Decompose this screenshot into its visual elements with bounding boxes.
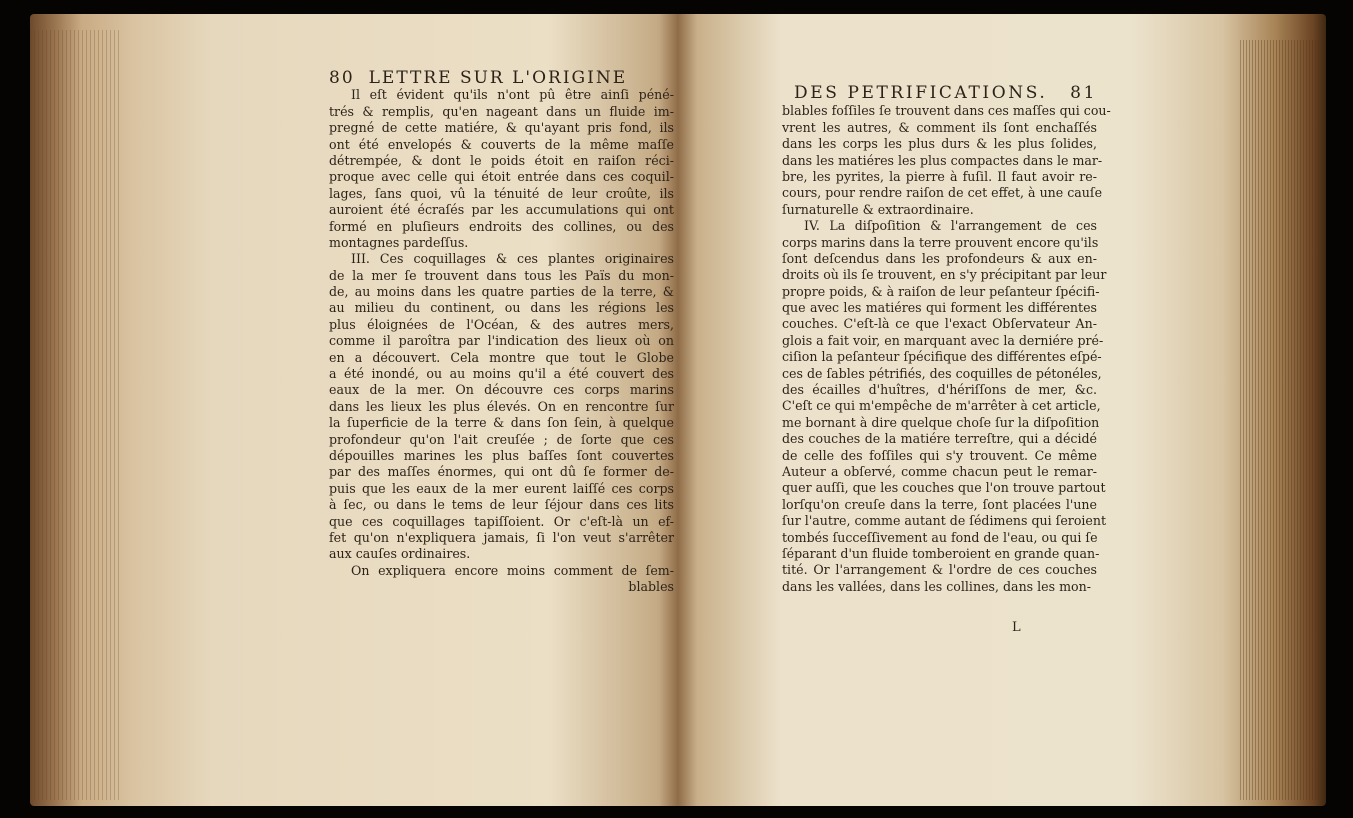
text-line: blables foſſiles ſe trouvent dans ces maſſes qui cou- [782, 103, 1111, 119]
text-line: bre, les pyrites, la pierre à fuſil. Il faut avoir re- [782, 168, 1097, 184]
right-page [782, 83, 1111, 595]
text-line: a été inondé, ou au moins qu'il a été couvert des [329, 366, 674, 382]
text-line: de, au moins dans les quatre parties de la terre, & [329, 284, 674, 300]
text-line: IV. La diſpoſition & l'arrangement de ces [804, 218, 1097, 234]
left-page [329, 70, 674, 596]
text-line: ont été envelopés & couverts de la même maſſe [329, 136, 674, 152]
text-line: par des maſſes énormes, qui ont dû ſe former de- [329, 464, 674, 480]
text-line: plus éloignées de l'Océan, & des autres mers, [329, 316, 674, 332]
text-line: ſur l'autre, comme autant de ſédimens qui ſeroient [782, 513, 1107, 529]
text-line: de la mer ſe trouvent dans tous les Païs du mon- [329, 267, 674, 283]
text-line: des écailles d'huîtres, d'hériſſons de mer, &c. [782, 382, 1097, 398]
text-line: pregné de cette matiére, & qu'ayant pris fond, ils [329, 120, 674, 136]
text-line: C'eſt ce qui m'empêche de m'arrêter à cet article, [782, 398, 1101, 414]
text-line: ſont deſcendus dans les profondeurs & aux en- [782, 250, 1097, 266]
text-line: ces de ſables pétrifiés, des coquilles de pétonéles, [782, 365, 1102, 381]
text-line: proque avec celle qui étoit entrée dans ces coquil- [329, 169, 674, 185]
text-line: montagnes pardeſſus. [329, 234, 469, 250]
text-line: III. Ces coquillages & ces plantes originaires [351, 251, 674, 267]
text-line: comme il paroîtra par l'indication des lieux où on [329, 333, 674, 349]
text-line: On expliquera encore moins comment de ſem- [351, 562, 674, 578]
left-page-text [329, 87, 674, 595]
text-line: ciſion la peſanteur ſpécifique des différentes eſpé- [782, 349, 1102, 365]
text-line: au milieu du continent, ou dans les régions les [329, 300, 674, 316]
text-line: formé en pluſieurs endroits des collines, ou des [329, 218, 674, 234]
text-line: droits où ils ſe trouvent, en s'y précipitant par leur [782, 267, 1107, 283]
text-line: eaux de la mer. On découvre ces corps marins [329, 382, 674, 398]
text-line: trés & remplis, qu'en nageant dans un fluide im- [329, 103, 674, 119]
text-line: auroient été écraſés par les accumulations qui ont [329, 202, 674, 218]
text-line: lorſqu'on creuſe dans la terre, ſont placées l'une [782, 496, 1097, 512]
right-page-text [782, 103, 1111, 595]
text-line: profondeur qu'on l'ait creuſée ; de ſorte que ces [329, 431, 674, 447]
running-title-left: LETTRE SUR L'ORIGINE [368, 68, 628, 88]
text-line: cours, pour rendre raiſon de cet effet, à une cauſe [782, 185, 1103, 201]
text-line: dans les corps les plus durs & les plus ſolides, [782, 136, 1097, 152]
text-line: dans les lieux les plus élevés. On en rencontre ſur [329, 398, 674, 414]
open-book [30, 14, 1326, 806]
text-line: quer auſſi, que les couches que l'on trouve partout [782, 480, 1106, 496]
text-line: en a découvert. Cela montre que tout le Globe [329, 349, 674, 365]
text-line: corps marins dans la terre prouvent encore qu'ils [782, 234, 1099, 250]
text-line: ſéparant d'un fluide tomberoient en grande quan- [782, 545, 1100, 561]
text-line: Il eſt évident qu'ils n'ont pû être ainſi péné- [351, 87, 674, 103]
text-line: des couches de la matiére terreſtre, qui a décidé [782, 431, 1097, 447]
text-line: dans les matiéres les plus compactes dans le mar- [782, 152, 1103, 168]
text-line: blables [628, 579, 674, 595]
text-line: tité. Or l'arrangement & l'ordre de ces couches [782, 562, 1097, 578]
right-running-head [794, 85, 1097, 101]
running-title-right: DES PETRIFICATIONS. [794, 83, 1048, 103]
text-line: dépouilles marines les plus baſſes ſont couvertes [329, 448, 674, 463]
text-line: détrempée, & dont le poids étoit en raiſon réci- [329, 152, 674, 168]
text-line: tombés ſucceſſivement au fond de l'eau, ou qui ſe [782, 529, 1098, 545]
page-number-left: 80 [329, 68, 355, 88]
page-number-right: 81 [1070, 83, 1097, 103]
text-line: me bornant à dire quelque choſe ſur la diſpoſition [782, 414, 1100, 430]
text-line: aux cauſes ordinaires. [329, 546, 471, 562]
signature-mark: L [1012, 620, 1021, 635]
text-line: puis que les eaux de la mer eurent laiſſé ces corps [329, 480, 674, 496]
left-running-head [329, 70, 674, 86]
text-line: dans les vallées, dans les collines, dans les mon- [782, 578, 1091, 594]
text-line: lages, ſans quoi, vû la ténuité de leur croûte, ils [329, 185, 674, 201]
text-line: Auteur a obſervé, comme chacun peut le remar- [782, 464, 1097, 479]
text-line: que avec les matiéres qui forment les différentes [782, 300, 1097, 316]
text-line: que ces coquillages tapiſſoient. Or c'eſt-là un ef- [329, 513, 674, 529]
text-line: fet qu'on n'expliquera jamais, ſi l'on veut s'arrêter [329, 529, 674, 545]
text-line: propre poids, & à raiſon de leur peſanteur ſpécifi- [782, 283, 1100, 299]
text-line: ſurnaturelle & extraordinaire. [782, 201, 974, 217]
text-line: à ſec, ou dans le tems de leur ſéjour dans ces lits [329, 497, 674, 513]
text-line: glois a fait voir, en marquant avec la derniére pré- [782, 332, 1104, 348]
text-line: couches. C'eſt-là ce que l'exact Obſervateur An- [782, 316, 1097, 332]
right-page-edges [1240, 40, 1320, 800]
text-line: de celle des foſſiles qui s'y trouvent. Ce même [782, 447, 1097, 463]
left-page-edges [30, 30, 120, 800]
text-line: vrent les autres, & comment ils ſont enchaſſés [782, 119, 1097, 135]
text-line: la ſuperficie de la terre & dans ſon ſein, à quelque [329, 415, 674, 431]
